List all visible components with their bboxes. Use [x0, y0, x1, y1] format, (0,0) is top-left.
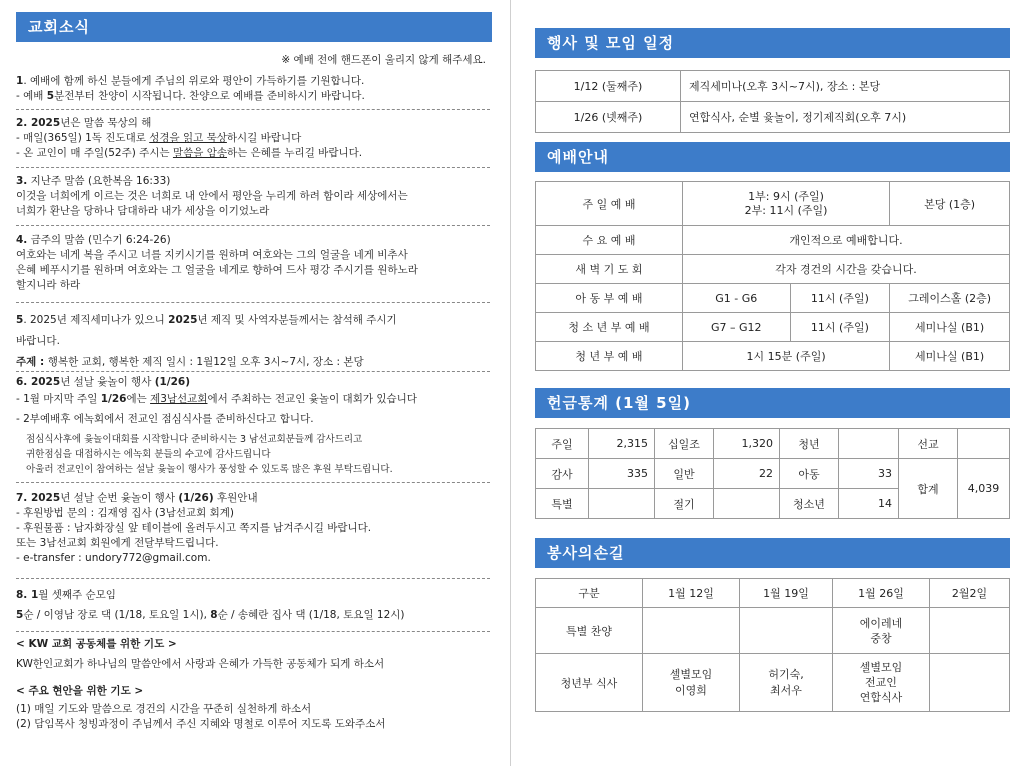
prayer-issues: < 주요 현안을 위한 기도 > (1) 매일 기도와 말씀으로 경건의 시간을 꾸준히 실천하게 하소서 (2) 담임목사 청빙과정이 주님께서 주신 지혜와 명철로 이루어 지도록 도와주소서: [16, 685, 386, 730]
table-row: 새 벽 기 도 회 각자 경건의 시간을 갖습니다.: [536, 255, 1010, 284]
worship-table: [535, 181, 1010, 371]
table-row: 감사 335 일반 22 아동 33 합계 4,039: [536, 459, 1010, 489]
phone-notice: ※ 예배 전에 핸드폰이 울리지 않게 해주세요.: [281, 54, 486, 66]
table-row: 청년부 식사 셀별모임 이영희 허기숙, 최서우 셀별모임 전교인 연합식사: [536, 654, 1010, 712]
divider: [16, 302, 490, 303]
offering-table: [535, 428, 1010, 519]
table-row: 아 동 부 예 배 G1 - G6 11시 (주일) 그레이스홀 (2층): [536, 284, 1010, 313]
news-item-3: 3. 지난주 말씀 (요한복음 16:33) 이것을 너희에게 이르는 것은 너희로 내 안에서 평안을 누리게 하려 함이라 세상에서는 너희가 환난을 당하나 담대하라 내가 세상을 이기었노라: [16, 175, 408, 217]
table-row: 특별 찬양 에이레네 중창: [536, 608, 1010, 654]
table-row: 구분 1월 12일 1월 19일 1월 26일 2월2일: [536, 579, 1010, 608]
offering-header: 헌금통계 (1월 5일): [535, 388, 1010, 418]
table-row: 청 소 년 부 예 배 G7 – G12 11시 (주일) 세미나실 (B1): [536, 313, 1010, 342]
service-header: 봉사의손길: [535, 538, 1010, 568]
divider: [16, 371, 490, 372]
events-table: [535, 70, 1010, 133]
news-item-6: 6. 2025년 설날 윷놀이 행사 (1/26) - 1월 마지막 주일 1/26에는 제3남선교회에서 주최하는 전교인 윷놀이 대회가 있습니다 - 2부예배후 에녹회에서 전교인 점심식사를 준비하신다고 합니다. 점심식사후에 윷놀이대회를 시작합니다 준비하시는 3 남선교회분들께 감사드리고 귀한점심을 대접하시는 에녹회 분들의 수고에 감사드립니다 아울러 전교인이 참여하는 설날 윷놀이 행사가 풍성할 수 있도록 많은 후원 부탁드립니다.: [16, 376, 417, 475]
table-row: 주일 2,315 십일조 1,320 청년 선교: [536, 429, 1010, 459]
prayer-community: < KW 교회 공동체를 위한 기도 > KW한인교회가 하나님의 말씀안에서 사랑과 은혜가 가득한 공동체가 되게 하소서: [16, 638, 385, 670]
divider: [16, 578, 490, 579]
table-row: 수 요 예 배 개인적으로 예배합니다.: [536, 226, 1010, 255]
divider: [16, 167, 490, 168]
service-table: [535, 578, 1010, 712]
divider: [16, 482, 490, 483]
church-news-header: 교회소식: [16, 12, 492, 42]
divider: [16, 225, 490, 226]
column-divider: [510, 0, 511, 766]
news-item-8: 8. 1월 셋째주 순모임 5순 / 이영남 장로 댁 (1/18, 토요일 1시), 8순 / 송혜란 집사 댁 (1/18, 토요일 12시): [16, 589, 405, 621]
news-item-4: 4. 금주의 말씀 (민수기 6:24-26) 여호와는 네게 복을 주시고 너를 지키시기를 원하며 여호와는 그의 얼굴을 네게 비추사 은혜 베푸시기를 원하며 여호와는 그 얼굴을 네게로 향하여 드사 평강 주시기를 원하노라 할지니라 하라: [16, 234, 418, 291]
table-row: 1/12 (둘째주) 제직세미나(오후 3시~7시), 장소 : 본당: [536, 71, 1010, 102]
news-item-1: 1. 예배에 함께 하신 분들에게 주님의 위로와 평안이 가득하기를 기원합니다. - 예배 5분전부터 찬양이 시작됩니다. 찬양으로 예배를 준비하시기 바랍니다.: [16, 75, 365, 102]
news-item-7: 7. 2025년 설날 순번 윷놀이 행사 (1/26) 후원안내 - 후원방법 문의 : 김재영 집사 (3남선교회 회계) - 후원물품 : 남자화장실 앞 테이블에 올려두시고 쪽지를 남겨주시길 바랍니다. 또는 3남선교회 회원에게 전달부탁드립니다. - e-transfer : undory772@gmail.com.: [16, 492, 372, 564]
divider: [16, 109, 490, 110]
events-header: 행사 및 모임 일정: [535, 28, 1010, 58]
table-row: 청 년 부 예 배 1시 15분 (주일) 세미나실 (B1): [536, 342, 1010, 371]
table-row: 1/26 (넷째주) 연합식사, 순별 윷놀이, 정기제직회(오후 7시): [536, 102, 1010, 133]
news-item-2: 2. 2025년은 말씀 묵상의 해 - 매일(365일) 1독 진도대로 성경을 읽고 묵상하시길 바랍니다 - 온 교인이 매 주일(52주) 주시는 말씀을 암송하는 은혜를 누리길 바랍니다.: [16, 117, 363, 159]
news-item-5: 5. 2025년 제직세미나가 있으니 2025년 제직 및 사역자분들께서는 참석해 주시기 바랍니다. 주제 : 행복한 교회, 행복한 제직 일시 : 1월12일 오후 3시~7시, 장소 : 본당: [16, 314, 397, 368]
table-row: 특별 절기 청소년 14: [536, 489, 1010, 519]
worship-header: 예배안내: [535, 142, 1010, 172]
table-row: 주 일 예 배 1부: 9시 (주일) 2부: 11시 (주일) 본당 (1층): [536, 182, 1010, 226]
divider: [16, 631, 490, 632]
